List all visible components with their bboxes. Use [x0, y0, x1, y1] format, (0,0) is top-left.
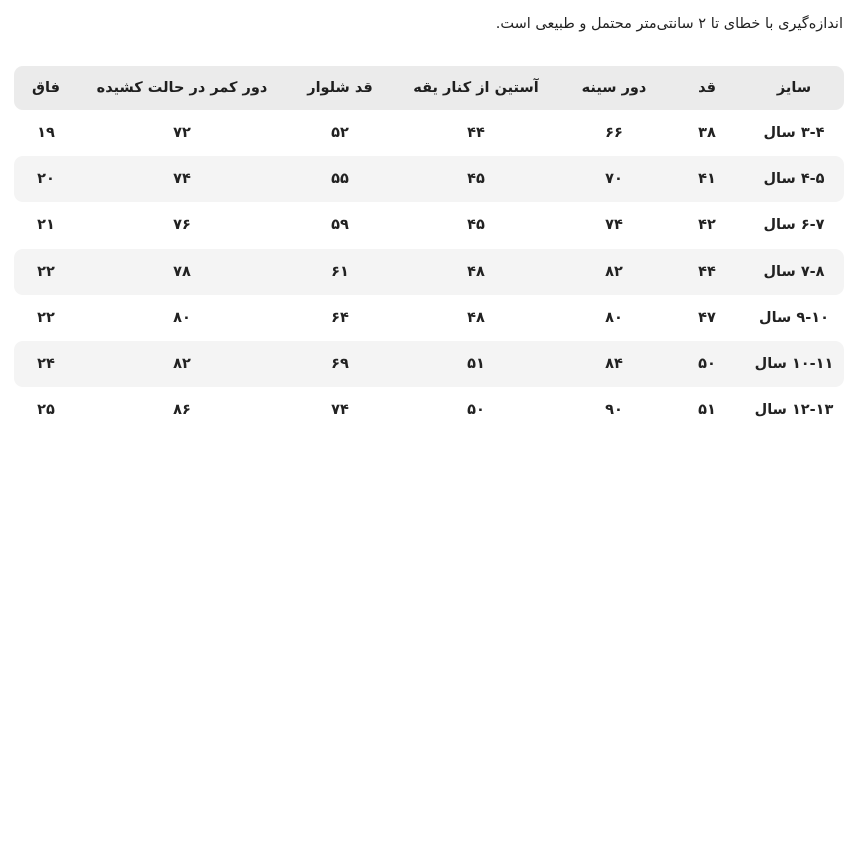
- chest-cell: ۸۰: [605, 309, 623, 326]
- waist-cell: ۸۰: [173, 309, 191, 326]
- height-cell: ۳۸: [698, 125, 716, 142]
- waist-cell: ۷۴: [78, 156, 286, 202]
- rise-cell: ۲۲: [14, 249, 78, 295]
- measurement-note: اندازه‌گیری با خطای تا ۲ سانتی‌متر محتمل و طبیعی است.: [495, 16, 843, 32]
- size-cell: ۷-۸ سال: [744, 249, 844, 295]
- header-chest: دور سینه: [558, 66, 670, 110]
- sleeve-cell: ۴۵: [394, 156, 558, 202]
- pants-length-cell: ۶۹: [286, 341, 394, 387]
- size-cell: ۹-۱۰ سال: [759, 309, 829, 326]
- pants-length-cell: ۶۱: [286, 249, 394, 295]
- header-size: سایز: [744, 66, 844, 110]
- chest-cell: ۷۴: [605, 217, 623, 234]
- size-cell: ۱۲-۱۳ سال: [754, 402, 834, 419]
- sleeve-cell: ۴۸: [394, 249, 558, 295]
- size-chart-table: [14, 66, 844, 433]
- table-row: [14, 387, 844, 433]
- header-rise: فاق: [14, 66, 78, 110]
- chest-cell: ۶۶: [605, 125, 623, 142]
- height-cell: ۴۴: [670, 249, 744, 295]
- rise-cell: ۲۵: [37, 402, 55, 419]
- height-cell: ۴۷: [698, 309, 716, 326]
- header-sleeve: آستین از کنار یقه: [394, 66, 558, 110]
- chest-cell: ۷۰: [558, 156, 670, 202]
- rise-cell: ۲۰: [14, 156, 78, 202]
- sleeve-cell: ۴۴: [467, 125, 485, 142]
- table-row: [14, 249, 844, 295]
- sleeve-cell: ۴۵: [467, 217, 485, 234]
- pants-length-cell: ۶۴: [331, 309, 349, 326]
- pants-length-cell: ۷۴: [331, 402, 349, 419]
- rise-cell: ۲۱: [37, 217, 55, 234]
- pants-length-cell: ۵۹: [331, 217, 349, 234]
- table-row: [14, 341, 844, 387]
- sleeve-cell: ۴۸: [467, 309, 485, 326]
- header-pants-length: قد شلوار: [286, 66, 394, 110]
- size-cell: ۱۰-۱۱ سال: [744, 341, 844, 387]
- height-cell: ۵۱: [698, 402, 716, 419]
- sleeve-cell: ۵۱: [394, 341, 558, 387]
- sleeve-cell: ۵۰: [467, 402, 485, 419]
- height-cell: ۴۱: [670, 156, 744, 202]
- chest-cell: ۹۰: [605, 402, 623, 419]
- header-height: قد: [670, 66, 744, 110]
- table-row: [14, 295, 844, 341]
- rise-cell: ۲۴: [14, 341, 78, 387]
- table-row: [14, 202, 844, 248]
- pants-length-cell: ۵۵: [286, 156, 394, 202]
- height-cell: ۴۲: [698, 217, 716, 234]
- waist-cell: ۸۲: [78, 341, 286, 387]
- table-header-row: [14, 66, 844, 110]
- rise-cell: ۱۹: [37, 125, 55, 142]
- chest-cell: ۸۲: [558, 249, 670, 295]
- size-cell: ۴-۵ سال: [744, 156, 844, 202]
- header-waist-stretched: دور کمر در حالت کشیده: [78, 66, 286, 110]
- waist-cell: ۷۶: [173, 217, 191, 234]
- waist-cell: ۸۶: [173, 402, 191, 419]
- table-row: [14, 156, 844, 202]
- rise-cell: ۲۲: [37, 309, 55, 326]
- size-cell: ۶-۷ سال: [763, 217, 825, 234]
- table-row: [14, 110, 844, 156]
- pants-length-cell: ۵۲: [331, 125, 349, 142]
- waist-cell: ۷۸: [78, 249, 286, 295]
- size-cell: ۳-۴ سال: [763, 125, 825, 142]
- waist-cell: ۷۲: [173, 125, 191, 142]
- height-cell: ۵۰: [670, 341, 744, 387]
- chest-cell: ۸۴: [558, 341, 670, 387]
